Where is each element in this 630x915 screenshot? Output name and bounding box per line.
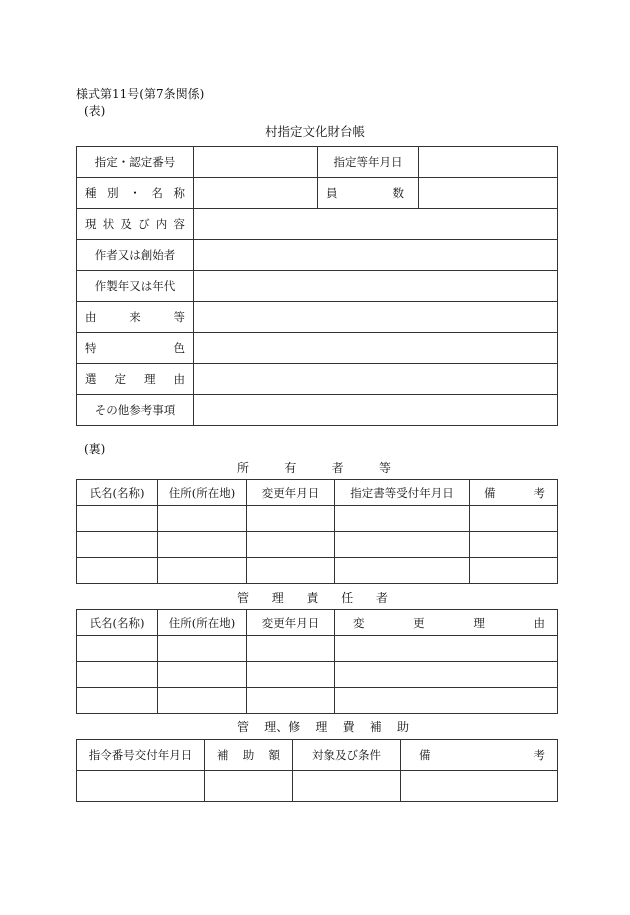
table-cell[interactable]: [335, 662, 558, 688]
owners-header-name: 氏名(名称): [77, 480, 158, 506]
subsidy-title: 管 理、修 理 費 補 助: [237, 720, 409, 734]
designation-date-value[interactable]: [419, 147, 558, 178]
owners-header-address: 住所(所在地): [158, 480, 247, 506]
table-cell[interactable]: [158, 636, 247, 662]
table-cell[interactable]: [158, 506, 247, 532]
table-row: [77, 771, 558, 802]
register-row-type: [77, 178, 558, 209]
register-row-origin: [77, 302, 558, 333]
table-row: [77, 532, 558, 558]
subsidy-header-row: [77, 740, 558, 771]
managers-title: 管 理 責 任 者: [237, 591, 388, 605]
table-cell[interactable]: [247, 688, 335, 714]
register-row-feature: [77, 333, 558, 364]
owners-header-receipt-date: 指定書等受付年月日: [335, 480, 470, 506]
table-cell[interactable]: [335, 532, 470, 558]
table-cell[interactable]: [77, 771, 205, 802]
managers-header-row: [77, 610, 558, 636]
managers-header-change-reason: 変 更 理 由: [335, 610, 558, 636]
origin-label: 由 来 等: [77, 302, 194, 333]
other-notes-value[interactable]: [194, 395, 558, 426]
register-table: [76, 146, 558, 426]
designation-date-label: 指定等年月日: [318, 147, 419, 178]
owners-header-remarks: 備 考: [470, 480, 558, 506]
author-value[interactable]: [194, 240, 558, 271]
origin-value[interactable]: [194, 302, 558, 333]
table-cell[interactable]: [158, 532, 247, 558]
subsidy-header-remarks: 備 考: [401, 740, 558, 771]
table-row: [77, 506, 558, 532]
era-label: 作製年又は年代: [77, 271, 194, 302]
feature-value[interactable]: [194, 333, 558, 364]
register-row-reason: [77, 364, 558, 395]
subsidy-table: [76, 739, 558, 802]
table-cell[interactable]: [77, 636, 158, 662]
table-cell[interactable]: [335, 636, 558, 662]
table-cell[interactable]: [158, 662, 247, 688]
table-cell[interactable]: [293, 771, 401, 802]
designation-number-label: 指定・認定番号: [77, 147, 194, 178]
other-notes-label: その他参考事項: [77, 395, 194, 426]
designation-number-value[interactable]: [194, 147, 318, 178]
table-cell[interactable]: [470, 506, 558, 532]
selection-reason-label: 選 定 理 由: [77, 364, 194, 395]
selection-reason-value[interactable]: [194, 364, 558, 395]
table-cell[interactable]: [401, 771, 558, 802]
managers-header-name: 氏名(名称): [77, 610, 158, 636]
table-row: [77, 662, 558, 688]
count-label: 員 数: [318, 178, 419, 209]
table-cell[interactable]: [158, 558, 247, 584]
front-side-label: (表): [84, 104, 106, 118]
condition-label: 現 状 及 び 内 容: [77, 209, 194, 240]
subsidy-header-conditions: 対象及び条件: [293, 740, 401, 771]
subsidy-header-order-date: 指令番号交付年月日: [77, 740, 205, 771]
table-cell[interactable]: [470, 558, 558, 584]
register-row-number: [77, 147, 558, 178]
back-side-label: (裏): [84, 442, 106, 456]
table-cell[interactable]: [247, 662, 335, 688]
table-row: [77, 558, 558, 584]
table-cell[interactable]: [77, 688, 158, 714]
managers-table: [76, 609, 558, 714]
table-cell[interactable]: [335, 688, 558, 714]
register-row-notes: [77, 395, 558, 426]
table-cell[interactable]: [77, 506, 158, 532]
owners-table: [76, 479, 558, 584]
era-value[interactable]: [194, 271, 558, 302]
register-row-era: [77, 271, 558, 302]
managers-header-change-date: 変更年月日: [247, 610, 335, 636]
table-cell[interactable]: [205, 771, 293, 802]
table-cell[interactable]: [77, 662, 158, 688]
type-name-label: 種 別 ・ 名 称: [77, 178, 194, 209]
feature-label: 特 色: [77, 333, 194, 364]
table-row: [77, 636, 558, 662]
owners-title: 所 有 者 等: [237, 461, 391, 475]
condition-value[interactable]: [194, 209, 558, 240]
managers-header-address: 住所(所在地): [158, 610, 247, 636]
table-cell[interactable]: [247, 558, 335, 584]
form-number: 様式第11号(第7条関係): [76, 87, 205, 101]
table-cell[interactable]: [158, 688, 247, 714]
register-row-author: [77, 240, 558, 271]
count-value[interactable]: [419, 178, 558, 209]
table-cell[interactable]: [335, 506, 470, 532]
table-row: [77, 688, 558, 714]
type-name-value[interactable]: [194, 178, 318, 209]
table-cell[interactable]: [470, 532, 558, 558]
table-cell[interactable]: [77, 532, 158, 558]
table-cell[interactable]: [247, 532, 335, 558]
table-cell[interactable]: [247, 636, 335, 662]
owners-header-change-date: 変更年月日: [247, 480, 335, 506]
owners-header-row: [77, 480, 558, 506]
table-cell[interactable]: [335, 558, 470, 584]
front-title: 村指定文化財台帳: [264, 124, 365, 139]
subsidy-header-amount: 補 助 額: [205, 740, 293, 771]
table-cell[interactable]: [247, 506, 335, 532]
table-cell[interactable]: [77, 558, 158, 584]
author-label: 作者又は創始者: [77, 240, 194, 271]
register-row-condition: [77, 209, 558, 240]
